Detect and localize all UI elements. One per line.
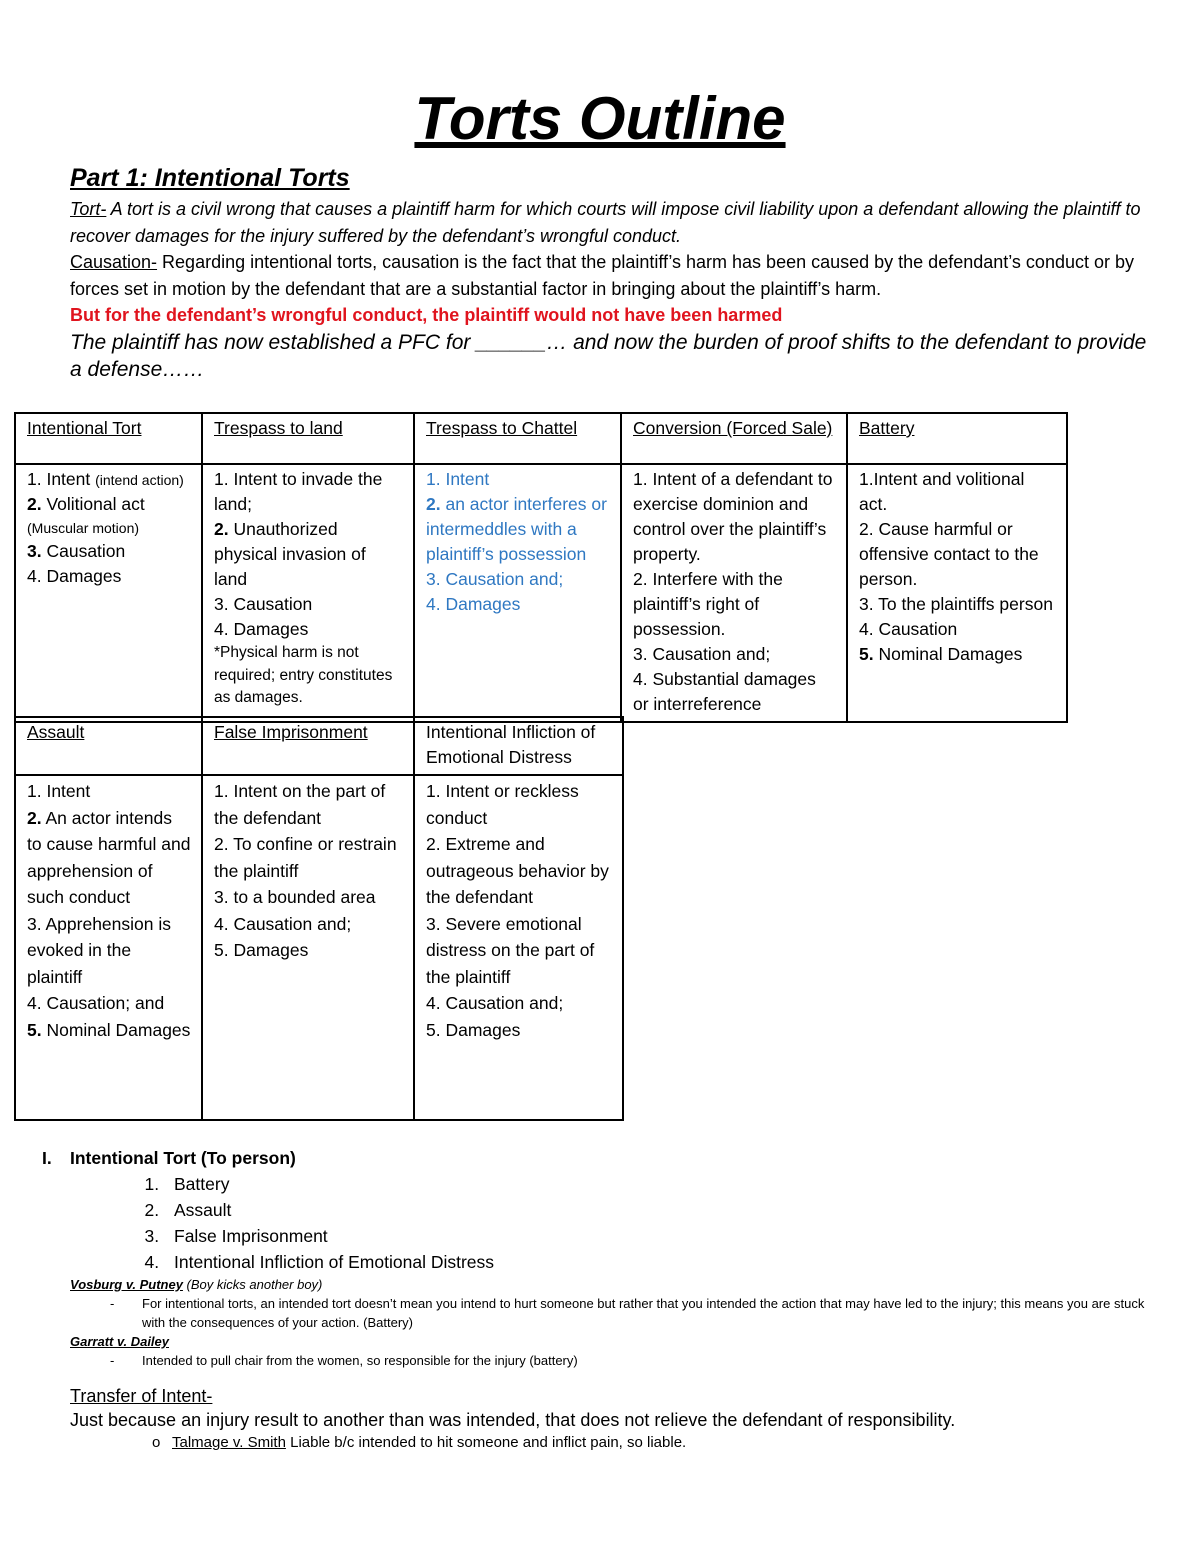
elem-line: 1. Intent: [426, 469, 490, 489]
elem-line: 3. Causation and;: [633, 644, 771, 664]
elem-line: 4. Causation and;: [426, 993, 564, 1013]
roman-numeral: I.: [42, 1148, 52, 1168]
elem-line: 5. Damages: [426, 1019, 521, 1040]
header-trespass-land: Trespass to land: [202, 413, 414, 464]
case-vosburg-note: [110, 1294, 1162, 1332]
elem-line: an actor interferes or intermeddles with a plaintiff’s possession: [426, 494, 607, 564]
transfer-text: Just because an injury result to another than was intended, that does not relieve the defendant of responsibility.: [70, 1410, 956, 1430]
elem-line: 3. To the plaintiffs person: [859, 594, 1053, 614]
causation-def-text: Regarding intentional torts, causation is the fact that the plaintiff’s harm has been caused by the defendant’s conduct or by forces set in motion by the defendant that are a substantial factor in bringing about the plaintiff’s harm.: [70, 252, 1134, 299]
case-vosburg: [70, 1275, 1162, 1294]
list-item: 3. False Imprisonment: [164, 1223, 1162, 1249]
elements-table-1: [14, 412, 1068, 723]
outline-section: [42, 1145, 1162, 1454]
cell-trespass-chattel: [414, 464, 621, 722]
pfc-statement: The plaintiff has now established a PFC for ______… and now the burden of proof shifts to the defendant to provide a defense……: [70, 330, 1147, 381]
list-item: 2. Assault: [164, 1197, 1162, 1223]
elem-line: 1. Intent of a defendant to exercise dominion and control over the plaintiff’s property.: [633, 469, 833, 564]
dash-mark: -: [110, 1353, 115, 1368]
elem-line: 3. to a bounded area: [214, 887, 376, 907]
case-garratt: [70, 1332, 1162, 1351]
bullet-icon: o: [152, 1434, 161, 1451]
elements-table-2: [14, 716, 624, 1121]
elem-line: 4. Causation and;: [214, 913, 352, 934]
elem-line: 5. Damages: [214, 940, 309, 960]
cell-false-imprisonment: [202, 775, 414, 1120]
page-title: Torts Outline: [414, 85, 786, 152]
elem-line: 1. Intent to invade the land;: [214, 469, 383, 514]
cell-iied: [414, 775, 623, 1120]
dash-mark: -: [110, 1296, 115, 1311]
elem-line: Unauthorized physical invasion of land: [214, 519, 366, 589]
case-desc: (Boy kicks another boy): [182, 1277, 323, 1292]
elem-volitional: Volitional act: [41, 494, 145, 514]
tort-term: Tort-: [70, 199, 107, 219]
elem-line: 3. Causation: [214, 594, 313, 614]
elem-volitional-note: (Muscular motion): [27, 520, 140, 536]
elem-line: 3. Apprehension is evoked in the plaintiff: [27, 913, 171, 987]
elem-line: 4. Substantial damages or interreference: [633, 669, 816, 714]
elem-line: 1.Intent and volitional act.: [859, 469, 1025, 514]
elem-line: 4. Damages: [214, 619, 309, 639]
elem-line: 4. Causation; and: [27, 993, 165, 1013]
elem-line: 1. Intent on the part of the defendant: [214, 781, 386, 828]
case-talmage: [152, 1432, 1162, 1454]
elem-num: 5.: [859, 644, 874, 664]
intro-section: [70, 160, 1150, 383]
elem-note: *Physical harm is not required; entry constitutes as damages.: [214, 644, 393, 706]
elem-num: 5.: [27, 1019, 42, 1040]
but-for-statement: But for the defendant’s wrongful conduct, the plaintiff would not have been harmed: [70, 305, 783, 325]
transfer-heading: Transfer of Intent-: [70, 1386, 213, 1406]
tort-definition: [70, 196, 1150, 249]
elem-line: 3. Causation and;: [426, 569, 564, 589]
elem-line: 1. Intent: [27, 781, 91, 801]
cell-intentional-tort: [15, 464, 202, 722]
cell-battery: [847, 464, 1067, 722]
header-conversion: Conversion (Forced Sale): [621, 413, 847, 464]
header-trespass-chattel: Trespass to Chattel: [414, 413, 621, 464]
elem-num: 2.: [214, 519, 229, 539]
cell-conversion: [621, 464, 847, 722]
outline-heading-text: Intentional Tort (To person): [70, 1148, 296, 1168]
cell-assault: [15, 775, 202, 1120]
elem-num: 2.: [27, 807, 42, 828]
case-note-text: Intended to pull chair from the women, so responsible for the injury (battery): [142, 1353, 578, 1368]
header-iied: Intentional Infliction of Emotional Distress: [414, 717, 623, 775]
header-false-imprisonment: False Imprisonment: [202, 717, 414, 775]
elem-line: 3. Severe emotional distress on the part of the plaintiff: [426, 913, 595, 987]
elem-intent: 1. Intent: [27, 469, 96, 489]
case-note-text: Liable b/c intended to hit someone and inflict pain, so liable.: [285, 1434, 687, 1451]
case-garratt-note: [110, 1351, 1162, 1370]
cell-trespass-land: [202, 464, 414, 722]
elem-line: 2. Extreme and outrageous behavior by the defendant: [426, 834, 609, 907]
elem-damages: 4. Damages: [27, 566, 122, 586]
elem-line: An actor intends to cause harmful and apprehension of such conduct: [27, 807, 191, 907]
elem-intent-note: (intend action): [95, 472, 184, 488]
elem-line: 4. Damages: [426, 594, 521, 614]
header-intentional-tort: Intentional Tort: [15, 413, 202, 464]
tort-list: [42, 1171, 1162, 1275]
list-item: 4. Intentional Infliction of Emotional Distress: [164, 1249, 1162, 1275]
header-battery: Battery: [847, 413, 1067, 464]
elem-line: 4. Causation: [859, 619, 958, 639]
elem-line: 2. Interfere with the plaintiff’s right of possession.: [633, 569, 783, 639]
causation-term: Causation-: [70, 252, 158, 272]
elem-line: 2. To confine or restrain the plaintiff: [214, 834, 397, 881]
case-name: Talmage v. Smith: [172, 1434, 286, 1451]
elem-num: 3.: [27, 541, 42, 561]
elem-causation: Causation: [41, 541, 126, 561]
part1-heading: Part 1: Intentional Torts: [70, 164, 350, 192]
case-note-text: For intentional torts, an intended tort doesn’t mean you intend to hurt someone but rather that you intended the action that may have led to the injury; this means you are stuck with the consequences of your action. (Battery): [142, 1296, 1145, 1330]
elem-line: Nominal Damages: [873, 644, 1023, 664]
elem-line: 1. Intent or reckless conduct: [426, 781, 579, 828]
elem-num: 2.: [27, 494, 42, 514]
tort-def-text: A tort is a civil wrong that causes a plaintiff harm for which courts will impose civil liability upon a defendant allowing the plaintiff to recover damages for the injury suffered by the defendant’s wrongful conduct.: [70, 199, 1141, 246]
list-item: 1. Battery: [164, 1171, 1162, 1197]
header-assault: Assault: [15, 717, 202, 775]
elem-num: 2.: [426, 494, 441, 514]
elem-line: 2. Cause harmful or offensive contact to the person.: [859, 519, 1039, 589]
case-name: Garratt v. Dailey: [70, 1334, 169, 1349]
causation-definition: [70, 249, 1150, 302]
case-name: Vosburg v. Putney: [70, 1277, 183, 1292]
outline-heading: [42, 1145, 1162, 1171]
elem-line: Nominal Damages: [41, 1019, 191, 1040]
